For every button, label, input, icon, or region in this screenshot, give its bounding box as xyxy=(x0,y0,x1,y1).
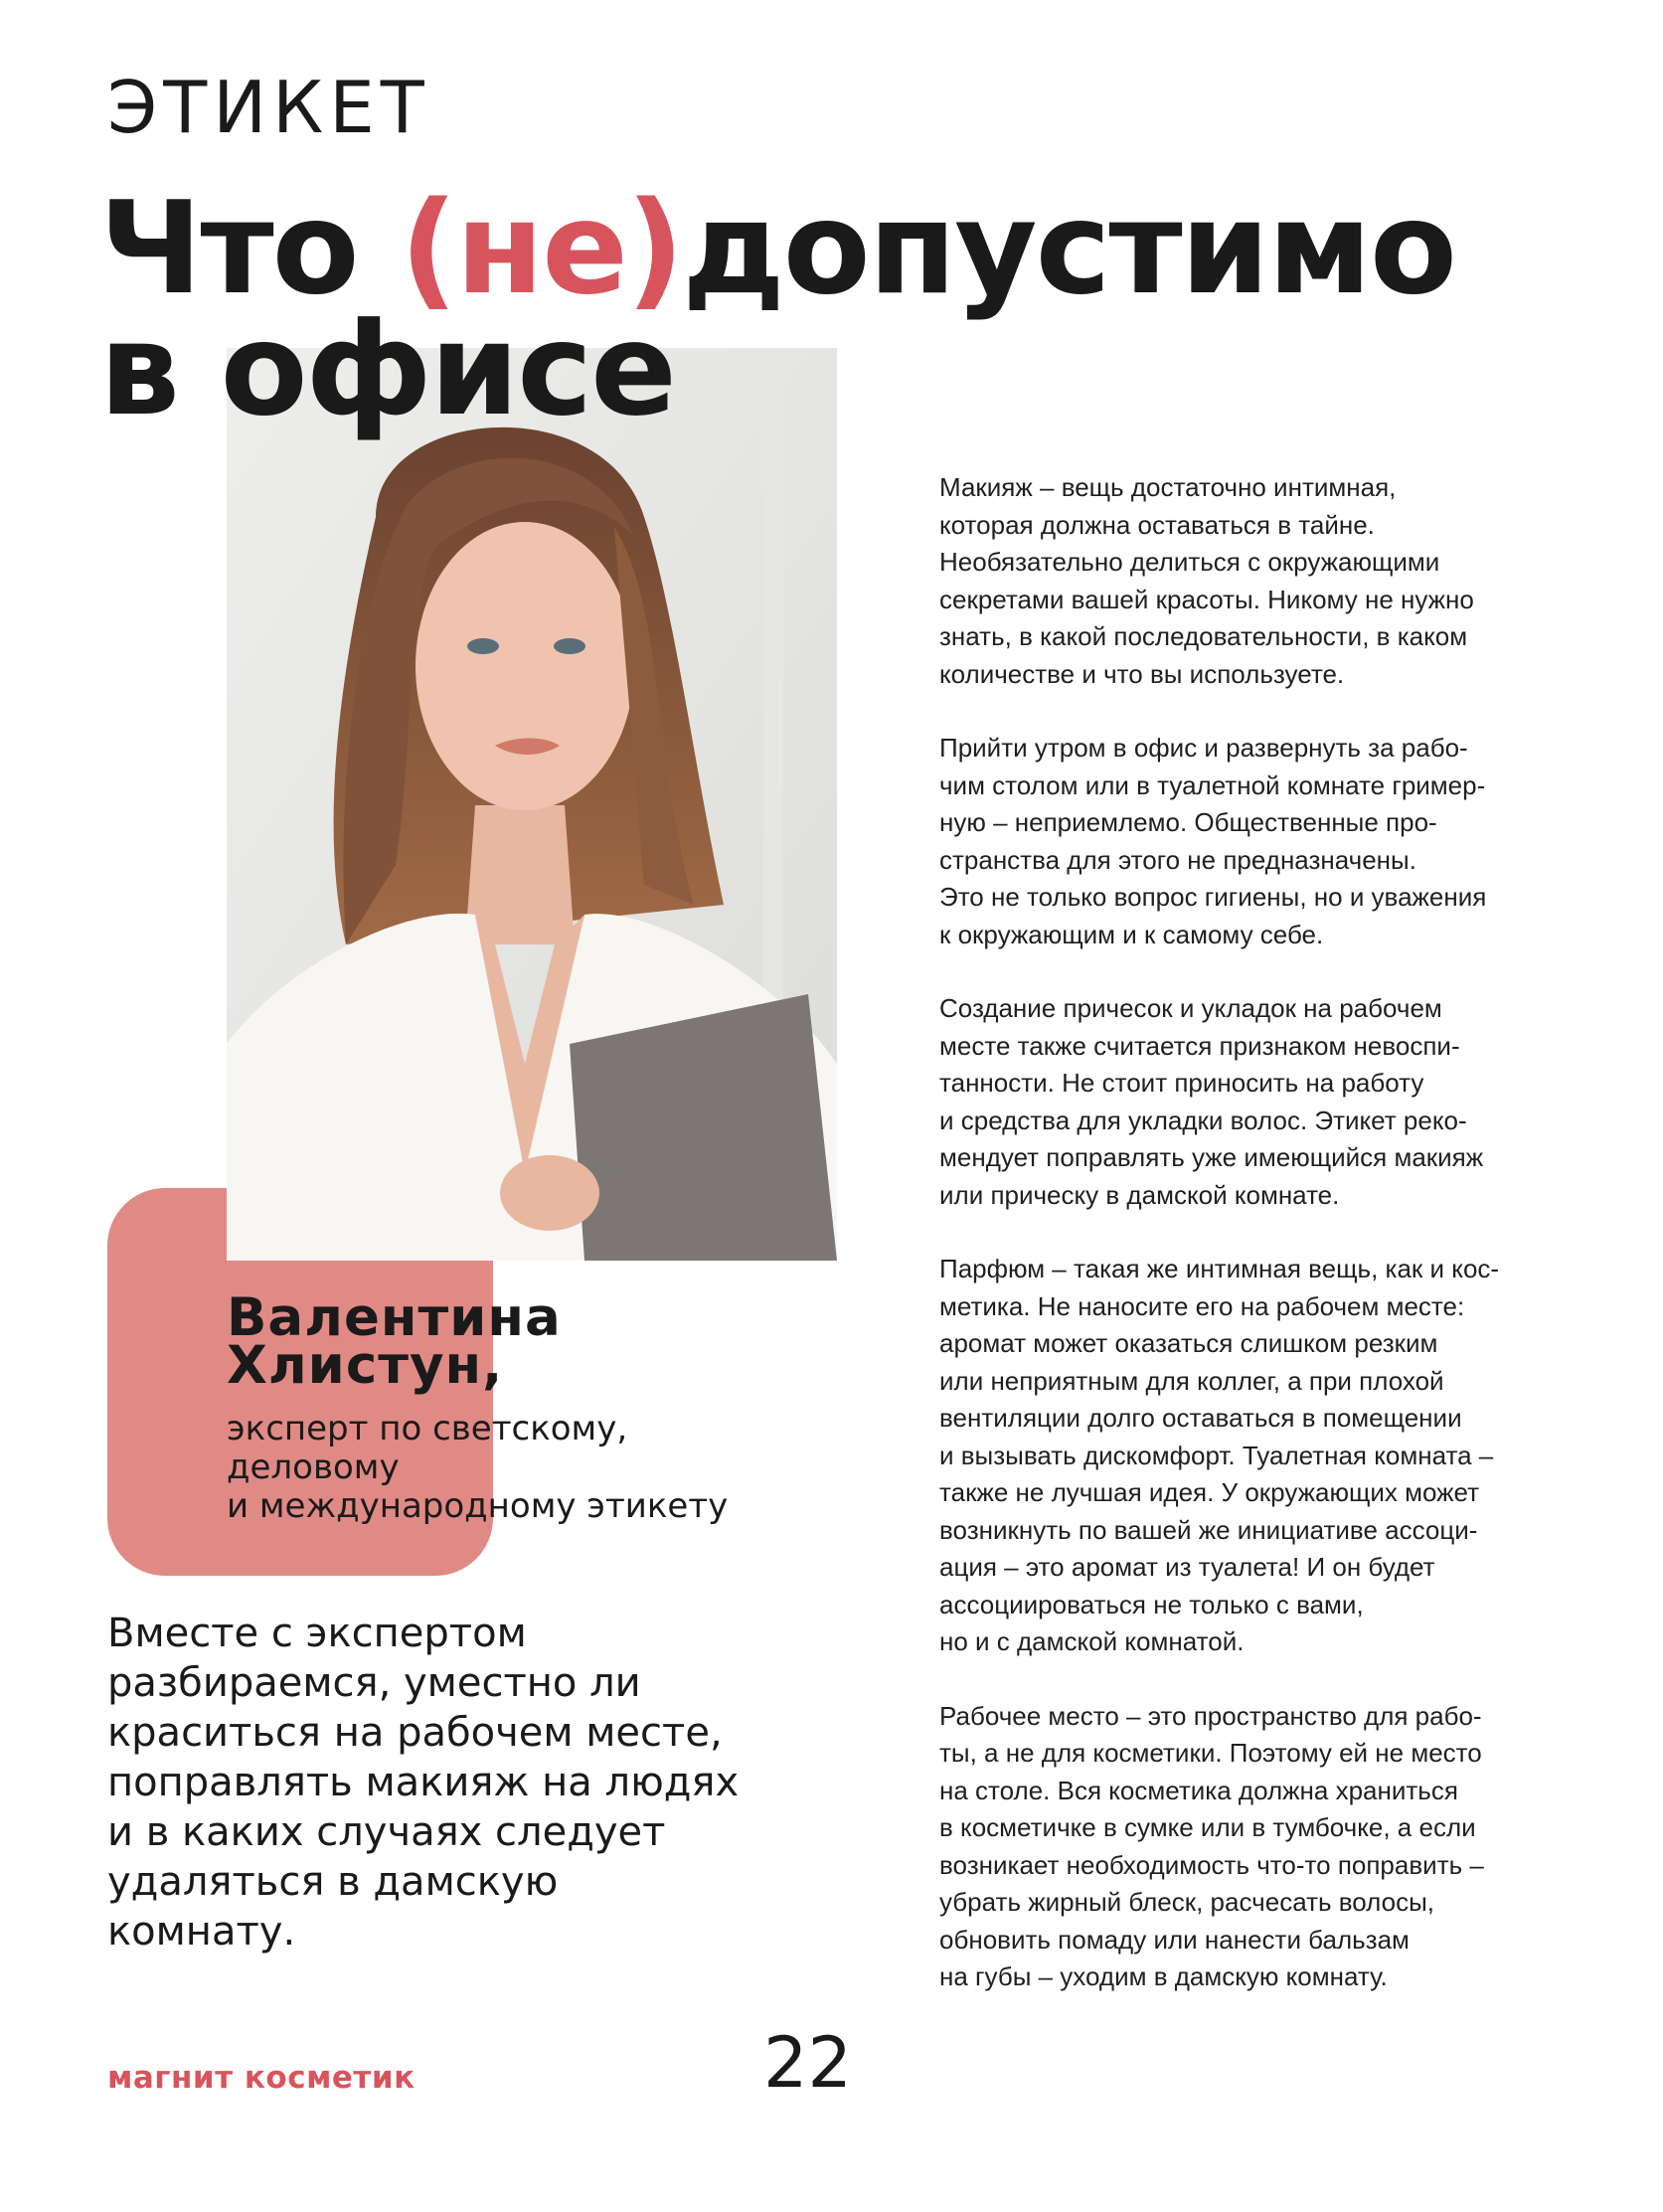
body-paragraph: Парфюм – такая же интимная вещь, как и кос- метика. Не наносите его на рабочем месте: аромат может оказаться слишком резким или неприятным для коллег, а при плохой вентиляции долго оставаться в помещении и вызывать дискомфорт. Туалетная комната – также не лучшая идея. У окружающих может возникнуть по вашей же инициативе ассоци- ация – это аромат из туалета! И он будет ассоциироваться не только с вами, но и с дамской комнатой. xyxy=(939,1254,1500,1656)
article-body xyxy=(939,469,1576,2033)
body-paragraph: Создание причесок и укладок на рабочем месте также считается признаком невоспи- танности. Не стоит приносить на работу и средства для укладки волос. Этикет реко- мендует поправлять уже имеющийся макияж или прическу в дамской комнате. xyxy=(939,993,1484,1210)
page-headline xyxy=(99,175,1455,444)
headline-part2: допустимо xyxy=(682,175,1455,323)
expert-name-line1: Валентина xyxy=(227,1287,562,1348)
headline-accent: (не) xyxy=(400,175,683,323)
expert-photo xyxy=(227,348,837,1261)
expert-portrait-illustration xyxy=(227,348,837,1261)
expert-name xyxy=(227,1287,562,1396)
headline-line2: в офисе xyxy=(99,296,675,444)
headline-part1: Что xyxy=(99,175,401,323)
expert-name-line2: Хлистун, xyxy=(227,1335,504,1396)
body-paragraph: Макияж – вещь достаточно интимная, которая должна оставаться в тайне. Необязательно делиться с окружающими секретами вашей красоты. Никому не нужно знать, в какой последовательности, в каком количестве и что вы используете. xyxy=(939,472,1474,689)
section-label: ЭТИКЕТ xyxy=(107,66,430,149)
body-paragraph: Рабочее место – это пространство для рабо- ты, а не для косметики. Поэтому ей не место на столе. Вся косметика должна храниться в косметичке в сумке или в тумбочке, а если возникает необходимость что-то поправить – убрать жирный блеск, расчесать волосы, обновить помаду или нанести бальзам на губы – уходим в дамскую комнату. xyxy=(939,1700,1484,1991)
lead-paragraph: Вместе с экспертом разбираемся, уместно ли краситься на рабочем месте, поправлять макияж на людях и в каких случаях следует удаляться в дамскую комнату. xyxy=(107,1611,740,1955)
brand-logo-text: магнит косметик xyxy=(107,2060,416,2096)
page-number: 22 xyxy=(763,2022,853,2104)
body-paragraph: Прийти утром в офис и развернуть за рабо- чим столом или в туалетной комнате гример- ную – неприемлемо. Общественные про- странства для этого не предназначены. Это не только вопрос гигиены, но и уважения к окружающим и к самому себе. xyxy=(939,733,1487,949)
expert-role: эксперт по светскому, деловому и международному этикету xyxy=(227,1409,729,1526)
